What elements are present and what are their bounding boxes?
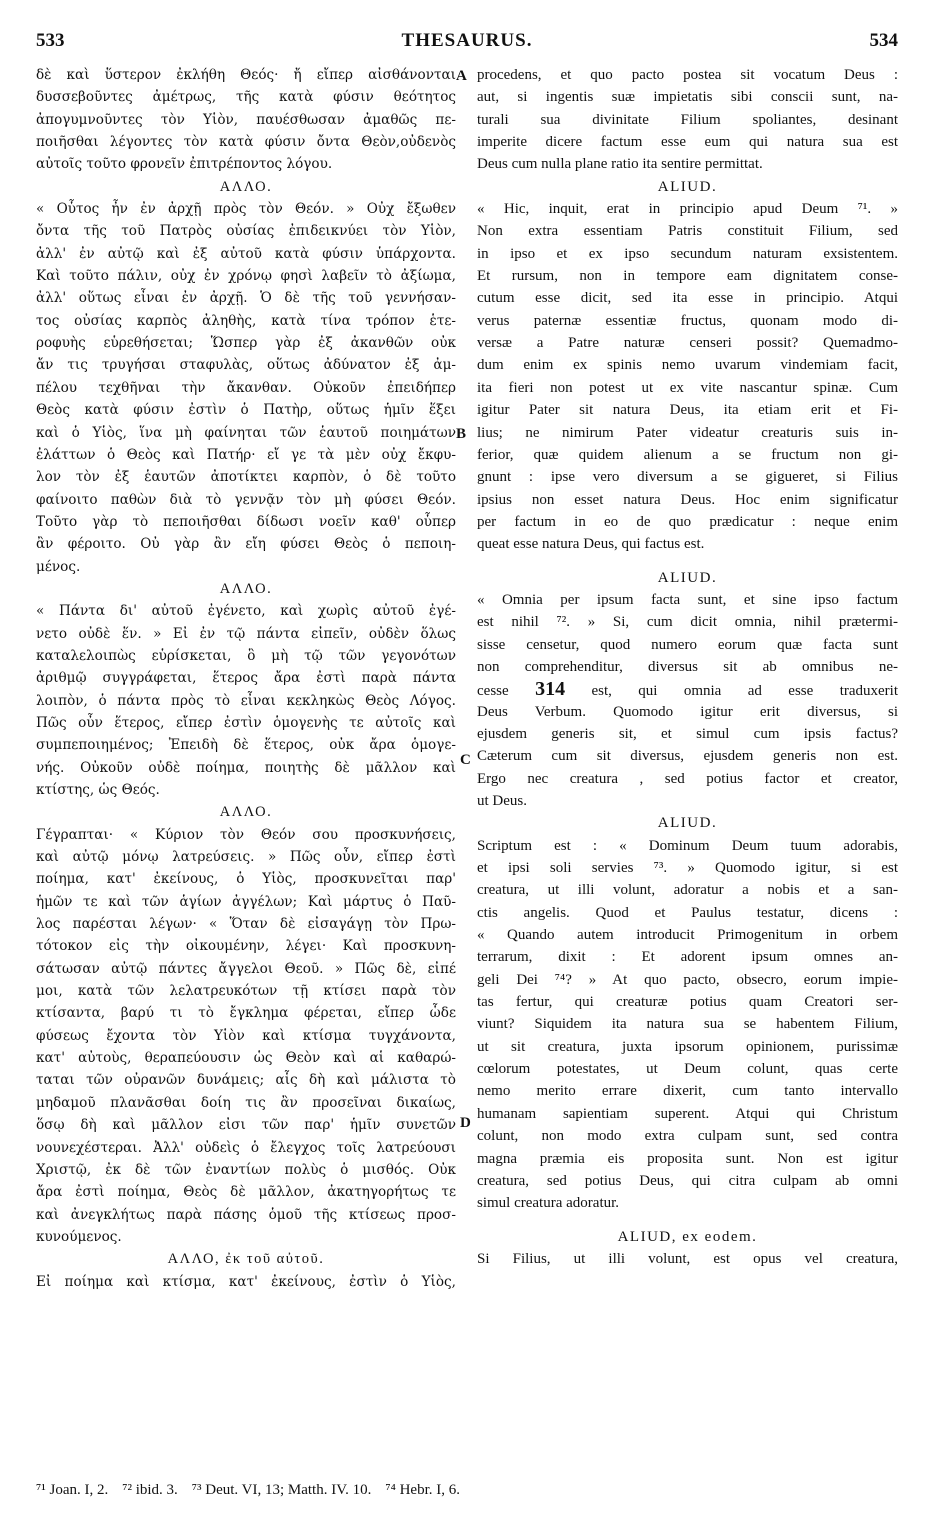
greek-text-line: ἐλάττων ὁ Θεὸς καὶ Πατήρ· εἴ γε τὰ μὲν οὐχ ἔκφυ- — [36, 446, 456, 463]
greek-text-line: φαίνοιτο παθὼν διὰ τὸ γεννᾷν τὸν μὴ φύσει Θεόν. — [36, 491, 456, 508]
greek-text-line: Πῶς οὖν ἕτερος, εἴπερ ἐστὶν ὁμογενὴς τε αὐτοῖς καὶ — [36, 714, 456, 731]
footnote: ⁷² ibid. 3. — [122, 1482, 178, 1498]
greek-text-line: κτίσαντα, βαρύ τι τὸ ἔγκλημα φέρεται, εἴπερ ὧδε — [36, 1005, 456, 1022]
greek-column — [36, 64, 456, 1293]
section-gap — [477, 556, 898, 567]
greek-text-line: λοιπὸν, ὁ πάντα πρὸς τὸ εἶναι κεκληκὼς Θεὸς Λόγος. — [36, 692, 456, 709]
latin-text-line: cutum esse dicit, sed ita esse in principio. Atqui — [477, 290, 898, 307]
greek-text-line: καὶ αὐτῷ μόνῳ λατρεύσεις. » Πῶς οὖν, εἴπερ ἐστὶ — [36, 849, 456, 866]
margin-letter-a: A — [456, 68, 467, 84]
latin-text-line: ferior, quæ quidem alienum a se fructum non gi- — [477, 446, 898, 463]
greek-text-line: τότοκον εἰς τὴν οἰκουμένην, λέγει· Καὶ προσκυνη- — [36, 938, 456, 955]
latin-text-line: creatura, ut illi volunt, adoratur a nobis et a san- — [477, 882, 898, 899]
latin-text-line: ejusdem generis sit, et simul cum ipsis factus? — [477, 725, 898, 742]
greek-text-line: φύσεως ἔχοντα τὸν Υἱὸν καὶ κτίσμα τυγχάνοντα, — [36, 1027, 456, 1044]
greek-text-line: ἡμῶν τε καὶ τῶν ἁγίων ἀγγέλων; Καὶ μάρτυς ὁ Παῦ- — [36, 893, 456, 910]
latin-text-line: ctis angelis. Quod et Paulus testatur, dicens : — [477, 904, 898, 921]
latin-section-heading: ALIUD. — [657, 815, 718, 832]
latin-text-line: verus paternæ essentiæ fructus, quonam modo di- — [477, 312, 898, 329]
greek-text-line: ποίημα, κατ' ἐκείνους, ὁ Υἱὸς, προσκυνεῖται παρ' — [36, 871, 456, 888]
latin-section-heading: ALIUD. — [657, 178, 718, 195]
latin-text-line: terrarum, dixit : Et adorent ipsum omnes an- — [477, 949, 898, 966]
greek-text-line: κτίστης, ὡς Θεός. — [36, 782, 160, 798]
greek-text-line: Καὶ τοῦτο πάλιν, οὐχ ἐν χρόνῳ φησὶ λαβεῖν τὸ ἀξίωμα, — [36, 268, 456, 285]
greek-text-line: πέλου τεχθῆναι τὴν ἄκανθαν. Οὐκοῦν ἐπειδήπερ — [36, 379, 456, 396]
greek-text-line: μοι, κατὰ τῶν λελατρευκότων τῇ κτίσει παρὰ τὸν — [36, 983, 456, 1000]
greek-text-line: καταλελοιπὼς εὑρίσκεται, ὃ μὴ τῷ τῶν γεγονότων — [36, 647, 456, 664]
latin-text-line: in ipso et ex ipso secundum naturam exsistentem. — [477, 245, 898, 262]
greek-section-heading: ΑΛΛΟ. — [219, 178, 273, 195]
greek-text-line: ἀπογυμνοῦντες τὸν Υἱὸν, παυέσθωσαν ἀμαθῶς πε- — [36, 111, 456, 128]
greek-text-line: καὶ ὁ Υἱὸς, ἵνα μὴ φαίνηται τῶν ἑαυτοῦ ποιημάτων — [36, 424, 456, 441]
greek-text-line: σάτωσαν αὐτῷ πάντες ἄγγελοι Θεοῦ. » Πῶς δὲ, εἰπέ — [36, 960, 456, 977]
greek-text-line: συμπεποιημένος; Ἐπειδὴ δὲ ἕτερος, οὐκ ἄρα ὁμογε- — [36, 737, 456, 754]
latin-text-line: procedens, et quo pacto postea sit vocatum Deus : — [477, 67, 898, 83]
greek-text-line: Χριστῷ, ἐκ δὲ τῶν ἐναντίων πολὺς ὁ μισθός. Οὐκ — [36, 1161, 456, 1178]
greek-text-line: ἂν φέροιτο. Οὐ γὰρ ἂν εἴη φύσει Θεὸς ὁ πεποιη- — [36, 536, 456, 553]
greek-text-line: νουνεχέστεραι. Ἀλλ' οὐδεὶς ὁ ἔλεγχος τοῖς λατρεύουσι — [36, 1139, 456, 1156]
latin-text-line: dum enim ex spinis nemo uvarum vindemiam facit, — [477, 357, 898, 374]
running-title: THESAURUS. — [401, 30, 533, 51]
latin-text-line: Deus Verbum. Quomodo igitur erit diversus, si — [477, 703, 898, 720]
latin-text-line: aut, si ingentis suæ impietatis sibi conscii sunt, na- — [477, 89, 898, 106]
greek-text-line: καὶ ἀνεγκλήτως παρὰ πάσης ὁμοῦ τῆς κτίσεως προσ- — [36, 1206, 456, 1223]
latin-text-line: versæ a Patre naturæ censeri possit? Quemadmo- — [477, 335, 898, 352]
latin-text-line: creatura, sed potius Deus, qui citra culpam ab omni — [477, 1172, 898, 1189]
latin-text-line: ita fieri non potest ut ex vite nascantur spinæ. Cum — [477, 379, 898, 396]
page-number-left: 533 — [36, 30, 65, 51]
greek-text-line: ἀλλ' οὕτως εἶναι ἐν ἀρχῇ. Ὁ δὲ τῆς τοῦ γεννήσαν- — [36, 290, 456, 307]
greek-text-line: κατ' αὐτοὺς, θεραπεύουσιν ὡς Θεὸν καὶ αἱ καθαρώ- — [36, 1050, 456, 1067]
latin-text-line: Cæterum cum sit diversus, ejusdem generis non est. — [477, 748, 898, 765]
latin-text-line: colunt, non modo extra culpam sunt, sed contra — [477, 1128, 898, 1145]
latin-text-line: et ipsi soli servies ⁷³. » Quomodo igitur, si est — [477, 860, 898, 877]
latin-text-line: « Omnia per ipsum facta sunt, et sine ipso factum — [477, 591, 898, 608]
latin-text-line: simul creatura adoratur. — [477, 1195, 620, 1212]
greek-text-line: κυνούμενος. — [36, 1228, 122, 1245]
greek-text-line: ταται τῶν οὐρανῶν δυνάμεις; αἷς δὴ καὶ μάλιστα τὸ — [36, 1072, 456, 1089]
greek-text-line: δυσσεβοῦντες ἀμέτρως, τῆς κατὰ φύσιν θεότητος — [36, 89, 456, 106]
greek-text-line: ἀλλ' ἐν αὐτῷ καὶ ἐξ αὐτοῦ κατὰ φύσιν ὑπάρχοντα. — [36, 245, 456, 262]
greek-text-line: Εἰ ποίημα καὶ κτίσμα, κατ' ἐκείνους, ἐστὶν ὁ Υἱὸς, — [36, 1273, 456, 1290]
latin-text-line: magna præmia eis proposita sunt. Non est igitur — [477, 1150, 898, 1167]
greek-text-line: τος οὐσίας καρπὸς ἀληθὴς, κατὰ τίνα τρόπον ἑτε- — [36, 312, 456, 329]
greek-text-line: ποιῆσθαι λέγοντες τὸν κατὰ φύσιν ὄντα Θεὸν,οὐδενὸς — [36, 134, 456, 151]
footnote: ⁷¹ Joan. I, 2. — [36, 1482, 109, 1498]
greek-text-line: αὐτοῖς τοῦτο φρονεῖν ἐπιτρέποντος λόγου. — [36, 156, 333, 173]
greek-text-line: ἄρα ἐστὶ ποίημα, Θεὸς δὲ μᾶλλον, ἀκατηγορήτως τε — [36, 1184, 456, 1201]
latin-text-line: Ergo nec creatura , sed potius factor et creator, — [477, 770, 898, 787]
footnotes — [36, 1478, 898, 1502]
latin-text-line: sisse censetur, quod numero eorum quæ facta sunt — [477, 636, 898, 653]
greek-text-line: ἄν τις τρυγήσαι σταφυλὰς, οὕτως ἀδύνατον ἐξ ἀμ- — [36, 357, 456, 374]
latin-text-line: est nihil ⁷². » Si, cum dicit omnia, nihil prætermi- — [477, 614, 898, 631]
latin-text-line: nemo merito errare dixerit, cum tanto intervallo — [477, 1083, 898, 1100]
latin-section-heading: ALIUD, ex eodem. — [617, 1228, 758, 1245]
latin-text-line: queat esse natura Deus, qui factus est. — [477, 536, 705, 553]
latin-text-line: Si Filius, ut illi volunt, est opus vel creatura, — [477, 1250, 898, 1267]
greek-text-line: ροφυὴς εὑρεθήσεται; Ὥσπερ γὰρ ἐξ ἀκανθῶν οὐκ — [36, 335, 456, 352]
latin-text-line: Non extra essentiam Patris constituit Filium, sed — [477, 223, 898, 240]
greek-text-line: Θεὸς κατὰ φύσιν ἐστὶν ὁ Πατὴρ, οὕτως ἡμῖν ἕξει — [36, 402, 456, 419]
latin-text-line: « Quando autem introducit Primogenitum in orbem — [477, 927, 898, 944]
latin-text-line: per factum in eo de quo prædicatur : neque enim — [477, 513, 898, 530]
latin-text-line: viunt? Siquidem ita natura sua se habentem Filium, — [477, 1016, 898, 1033]
latin-text-line: non comprehenditur, diversus sit ab omnibus ne- — [477, 658, 898, 675]
latin-text-line: ipsius non esset natura Deus. Hoc enim significatur — [477, 491, 898, 508]
latin-text-line: gnunt : ipse vero diversum a se gigueret, si Filius — [477, 469, 898, 486]
greek-text-line: δὲ καὶ ὕστερον ἐκλήθη Θεός· ἤ εἴπερ αἰσθάνονται — [36, 67, 456, 83]
latin-text-line: Deus cum nulla plane ratio ita sentire permittat. — [477, 156, 763, 173]
section-gap — [477, 1215, 898, 1226]
margin-letter-c: C — [460, 752, 471, 768]
latin-text-line: « Hic, inquit, erat in principio apud Deum ⁷¹. » — [477, 201, 898, 218]
latin-text-line: tas fertur, qui creaturæ potius quam Creatori ser- — [477, 994, 898, 1011]
latin-text-line: cœlorum potestates, ut Deum colunt, quas certe — [477, 1061, 898, 1078]
greek-section-heading: ΑΛΛΟ. — [219, 580, 273, 597]
greek-text-line: λος παρέσται λέγων· « Ὅταν δὲ εἰσαγάγῃ τὸν Πρω- — [36, 916, 456, 933]
greek-text-line: ὄντα τῆς τοῦ Πατρὸς οὐσίας ἐπιδεικνύει τὸν Υἱὸν, — [36, 223, 456, 240]
latin-text-line: ut Deus. — [477, 793, 527, 809]
greek-text-line: « Πάντα δι' αὐτοῦ ἐγένετο, καὶ χωρὶς αὐτοῦ ἐγέ- — [36, 603, 456, 620]
latin-text-line: cesse 314 est, qui omnia ad esse traduxerit — [477, 678, 898, 701]
column-number: 314 — [535, 678, 566, 701]
latin-text-line: Et rursum, non in tempore eam dignitatem conse- — [477, 268, 898, 285]
greek-text-line: μηδαμοῦ πλανᾶσθαι δοίη τις ἂν προσεῖναι δικαίως, — [36, 1094, 456, 1111]
latin-text-line: ut sit creatura, juxta ipsorum opinionem, purissimæ — [477, 1038, 898, 1055]
running-header — [36, 30, 898, 58]
greek-text-line: μένος. — [36, 558, 81, 575]
greek-text-line: λον τὸν ἐξ ἑαυτῶν ἀποτίκτει καρπὸν, ὁ δὲ τοῦτο — [36, 469, 456, 486]
greek-text-line: « Οὗτος ἦν ἐν ἀρχῇ πρὸς τὸν Θεόν. » Οὐχ ἔξωθεν — [36, 201, 456, 218]
margin-letter-b: B — [456, 426, 467, 442]
greek-text-line: νετο οὐδὲ ἕν. » Εἰ ἐν τῷ πάντα εἰπεῖν, οὐδὲν ὅλως — [36, 625, 456, 642]
page-number-right: 534 — [869, 30, 898, 51]
greek-text-line: Τοῦτο γὰρ τὸ πεποιῆσθαι δίδωσι νοεῖν καθ' οὗπερ — [36, 513, 456, 530]
latin-section-heading: ALIUD. — [657, 569, 718, 586]
greek-text-line: Γέγραπται· « Κύριον τὸν Θεόν σου προσκυνήσεις, — [36, 826, 456, 843]
latin-text-line: turali sua divinitate Filium spoliantes, desinant — [477, 111, 898, 128]
greek-text-line: νής. Οὐκοῦν οὐδὲ ποίημα, ποιητὴς δὲ μᾶλλον καὶ — [36, 759, 456, 776]
latin-column — [477, 64, 898, 1270]
margin-letter-d: D — [460, 1115, 471, 1131]
latin-text-line: geli Dei ⁷⁴? » At quo pacto, obsecro, eorum impie- — [477, 971, 898, 988]
latin-text-line: lius; ne nimirum Pater videatur creaturis suis in- — [477, 424, 898, 441]
footnote: ⁷⁴ Hebr. I, 6. — [385, 1482, 460, 1498]
latin-text-line: Scriptum est : « Dominum Deum tuum adorabis, — [477, 837, 898, 854]
latin-text-line: imperite dicere factum esse eum qui natura sua est — [477, 134, 898, 151]
greek-text-line: ὅσῳ δὴ καὶ μᾶλλον εἰσι τῶν παρ' ἡμῖν συνετῶν — [36, 1117, 456, 1134]
footnote: ⁷³ Deut. VI, 13; Matth. IV. 10. — [191, 1482, 372, 1498]
greek-section-heading: ΑΛΛΟ. — [219, 804, 273, 821]
greek-text-line: ἀριθμῷ συγγράφεται, ἕτερος ἄρα ἐστὶ παρὰ πάντα — [36, 670, 456, 687]
latin-text-line: humanam sapientiam superent. Atqui qui Christum — [477, 1105, 898, 1122]
greek-section-heading: ΑΛΛΟ, ἐκ τοῦ αὐτοῦ. — [167, 1251, 325, 1268]
latin-text-line: igitur Pater sit natura Deus, ita etiam erit et Fi- — [477, 402, 898, 419]
